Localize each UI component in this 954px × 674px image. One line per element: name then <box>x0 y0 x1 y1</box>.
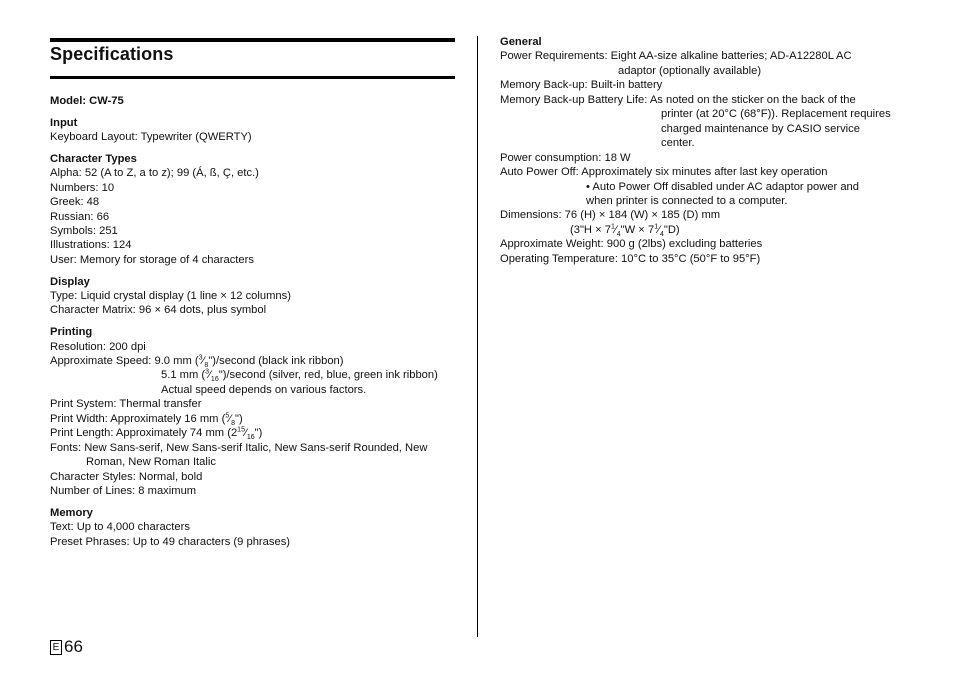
display-line: Type: Liquid crystal display (1 line × 12 columns) <box>50 290 291 302</box>
printing-speed-note: Actual speed depends on various factors. <box>161 383 367 396</box>
character-types-line: Symbols: 251 <box>50 225 118 237</box>
printing-length: Print Length: Approximately 74 mm $(2^{15}⁄_{16}")$ <box>50 426 263 442</box>
general-backup-life: Memory Back-up Battery Life: As noted on the sticker on the back of the <box>500 93 856 106</box>
general-backup-life-cont: printer (at 20°C (68°F)). Replacement requires charged maintenance by CASIO service center. <box>661 108 891 150</box>
title-rule-top <box>50 38 455 42</box>
page-footer <box>50 637 83 657</box>
input-heading: Input <box>50 116 78 129</box>
input-line: Keyboard Layout: Typewriter (QWERTY) <box>50 131 252 144</box>
page-title: Specifications <box>50 44 174 64</box>
page-number: 66 <box>64 637 83 656</box>
character-types-line: User: Memory for storage of 4 characters <box>50 253 254 266</box>
memory-line: Text: Up to 4,000 characters <box>50 521 190 534</box>
general-auto-off: Auto Power Off: Approximately six minutes after last key operation <box>500 166 828 179</box>
display-line: Character Matrix: 96 × 64 dots, plus symbol <box>50 304 267 317</box>
printing-heading: Printing <box>50 326 93 339</box>
printing-lines: Number of Lines: 8 maximum <box>50 485 197 498</box>
printing-styles: Character Styles: Normal, bold <box>50 470 203 483</box>
character-types-heading: Character Types <box>50 152 137 165</box>
general-power: Power Requirements: Eight AA-size alkaline batteries; AD-A12280L AC <box>500 50 852 63</box>
general-auto-off-note: • Auto Power Off disabled under AC adaptor power and when printer is connected to a computer. <box>586 180 860 207</box>
printing-fonts: Fonts: New Sans-serif, New Sans-serif Italic, New Sans-serif Rounded, New <box>50 441 428 454</box>
character-types-line: Illustrations: 124 <box>50 239 132 252</box>
printing-system: Print System: Thermal transfer <box>50 398 202 411</box>
left-column <box>50 94 460 549</box>
memory-line: Preset Phrases: Up to 49 characters (9 phrases) <box>50 535 291 548</box>
character-types-line: Numbers: 10 <box>50 181 115 194</box>
general-backup: Memory Back-up: Built-in battery <box>500 79 663 92</box>
general-consumption: Power consumption: 18 W <box>500 151 631 164</box>
general-dimensions-inch: (3"H × $7^1⁄_4"W$ × $7^1⁄_4"D$) <box>570 223 680 239</box>
printing-speed-line: Approximate Speed: 9.0 mm $(^3⁄_8")$/second (black ink ribbon) <box>50 354 344 370</box>
general-power-cont: adaptor (optionally available) <box>618 64 762 77</box>
general-temperature: Operating Temperature: 10°C to 35°C (50°F to 95°F) <box>500 252 761 265</box>
printing-resolution: Resolution: 200 dpi <box>50 340 146 353</box>
right-column <box>500 35 900 266</box>
character-types-line: Alpha: 52 (A to Z, a to z); 99 (Á, ß, Ç, etc.) <box>50 167 259 180</box>
column-divider <box>477 36 478 637</box>
character-types-line: Russian: 66 <box>50 210 110 223</box>
model-label: Model: CW-75 <box>50 95 124 107</box>
general-heading: General <box>500 36 542 48</box>
title-rule-bottom <box>50 76 455 79</box>
printing-width: Print Width: Approximately 16 mm $(^5⁄_8")$ <box>50 412 243 428</box>
general-dimensions: Dimensions: 76 (H) × 184 (W) × 185 (D) mm <box>500 209 721 222</box>
language-marker-icon: E <box>50 640 62 655</box>
memory-heading: Memory <box>50 506 93 519</box>
general-weight: Approximate Weight: 900 g (2lbs) excluding batteries <box>500 238 763 251</box>
display-heading: Display <box>50 275 90 288</box>
printing-speed-line: 5.1 mm $(^3⁄_{16}")$/second (silver, red, blue, green ink ribbon) <box>161 368 438 384</box>
printing-fonts-cont: Roman, New Roman Italic <box>86 456 216 469</box>
character-types-line: Greek: 48 <box>50 196 100 209</box>
